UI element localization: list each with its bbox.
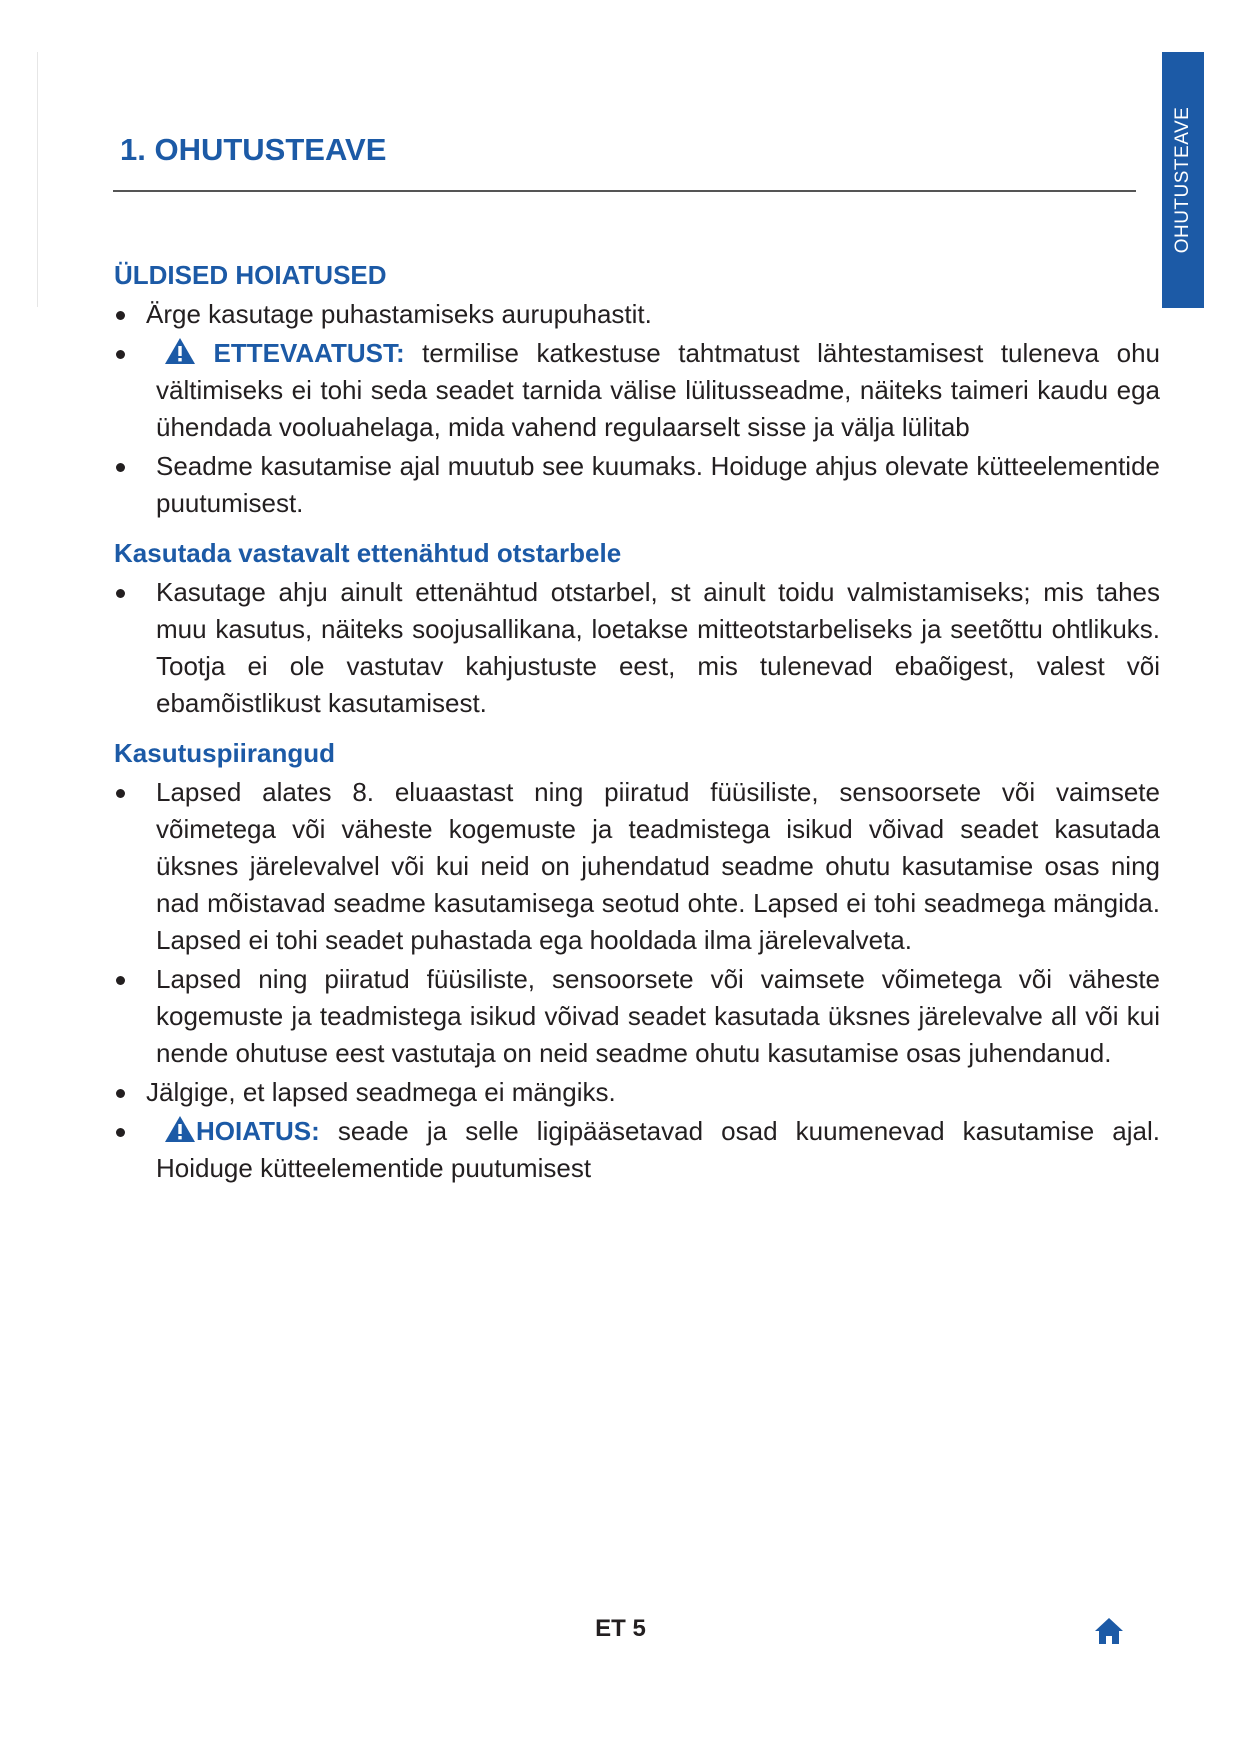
bullet-icon <box>116 1128 125 1137</box>
bullet-icon <box>116 463 125 472</box>
bullet-icon <box>116 976 125 985</box>
list-item: ETTEVAATUST: termilise katkestuse tahtmatust lähtestamisest tuleneva ohu vältimiseks ei tohi seda seadet tarnida välise lülitusseadme, näiteks taimeri kaudu ega ühendada vooluahelaga, mida vahend regulaarselt sisse ja välja lülitab <box>114 335 1160 446</box>
margin-rule <box>37 52 38 307</box>
bullet-list <box>114 574 1160 722</box>
bullet-icon <box>116 350 125 359</box>
warning-triangle-icon <box>164 337 196 365</box>
side-tab-label: OHUTUSTEAVE <box>1172 106 1193 254</box>
home-icon[interactable] <box>1094 1617 1124 1645</box>
bullet-icon <box>116 589 125 598</box>
page-title: 1. OHUTUSTEAVE <box>120 132 387 167</box>
list-item: HOIATUS: seade ja selle ligipääsetavad osad kuumenevad kasutamise ajal. Hoiduge kütteelementide puutumisest <box>114 1113 1160 1187</box>
warning-triangle-icon <box>164 1115 196 1143</box>
warning-label: ETTEVAATUST: <box>213 338 405 368</box>
section-heading: Kasutuspiirangud <box>114 738 336 768</box>
list-item: Lapsed ning piiratud füüsiliste, sensoorsete või vaimsete võimetega või väheste kogemuste ja teadmistega isikud võivad seadet kasutada üksnes järelevalve all või kui nende ohutuse eest vastutaja on neid seadme ohutu kasutamise osas juhendanud. <box>114 961 1160 1072</box>
list-item: Ärge kasutage puhastamiseks aurupuhastit. <box>114 296 1160 333</box>
list-item: Kasutage ahju ainult ettenähtud otstarbel, st ainult toidu valmistamiseks; mis tahes muu kasutus, näiteks soojusallikana, loetakse mitteotstarbeliseks ja seetõttu ohtlikuks. Tootja ei ole vastutav kahjustuste eest, mis tulenevad ebaõigest, valest või ebamõistlikust kasutamisest. <box>114 574 1160 722</box>
bullet-list <box>114 296 1160 522</box>
list-item: Seadme kasutamise ajal muutub see kuumaks. Hoiduge ahjus olevate kütteelementide puutumisest. <box>114 448 1160 522</box>
bullet-icon <box>116 1089 125 1098</box>
section-heading: ÜLDISED HOIATUSED <box>114 260 387 290</box>
section-side-tab[interactable] <box>1162 52 1204 308</box>
list-item: Lapsed alates 8. eluaastast ning piiratud füüsiliste, sensoorsete või vaimsete võimetega või väheste kogemuste ja teadmistega isikud võivad seadet kasutada üksnes järelevalvel või kui neid on juhendatud seadme ohutu kasutamise osas ning nad mõistavad seadme kasutamisega seotud ohte. Lapsed ei tohi seadmega mängida. Lapsed ei tohi seadet puhastada ega hooldada ilma järelevalveta. <box>114 774 1160 959</box>
bullet-icon <box>116 789 125 798</box>
page-number: ET 5 <box>595 1615 646 1642</box>
warning-label: HOIATUS: <box>196 1116 320 1146</box>
main-content <box>114 254 1160 1197</box>
bullet-list <box>114 774 1160 1187</box>
list-item: Jälgige, et lapsed seadmega ei mängiks. <box>114 1074 1160 1111</box>
section-heading: Kasutada vastavalt ettenähtud otstarbele <box>114 538 622 568</box>
bullet-icon <box>116 311 125 320</box>
title-divider <box>113 190 1136 192</box>
